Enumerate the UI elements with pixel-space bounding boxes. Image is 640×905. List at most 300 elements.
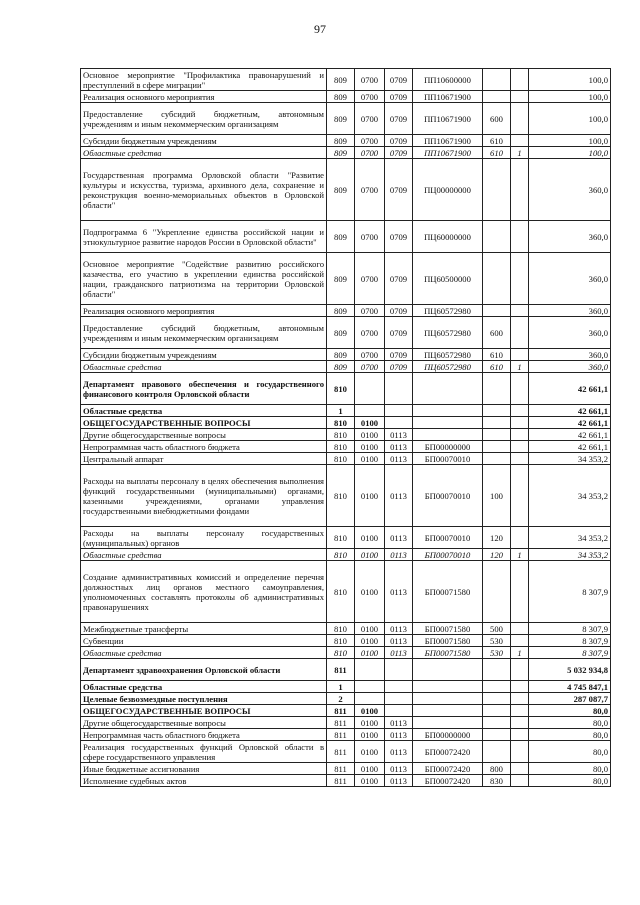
row-name: Расходы на выплаты персоналу в целях обеспечения выполнения функций государственными (муниципальными) органами, казенными учреждениями, органами управления государственными внебюджетными фондами xyxy=(81,465,327,527)
row-expense-type: 120 xyxy=(483,527,511,549)
row-name: Другие общегосударственные вопросы xyxy=(81,429,327,441)
row-section-code: 0100 xyxy=(355,527,385,549)
row-name: Департамент правового обеспечения и государственного финансового контроля Орловской области xyxy=(81,373,327,405)
row-ved-code: 810 xyxy=(327,465,355,527)
row-target-code: БП00072420 xyxy=(413,741,483,763)
row-ved-code: 809 xyxy=(327,103,355,135)
row-section-code: 0100 xyxy=(355,465,385,527)
row-subsection-code: 0113 xyxy=(385,441,413,453)
row-ved-code: 809 xyxy=(327,91,355,103)
row-name: Целевые безвозмездные поступления xyxy=(81,693,327,705)
row-section-code: 0100 xyxy=(355,623,385,635)
row-target-code xyxy=(413,681,483,693)
row-target-code xyxy=(413,717,483,729)
row-expense-type xyxy=(483,69,511,91)
row-target-code: ПЦ60572980 xyxy=(413,317,483,349)
row-name: Межбюджетные трансферты xyxy=(81,623,327,635)
row-name: Основное мероприятие "Профилактика правонарушений и преступлений в сфере миграции" xyxy=(81,69,327,91)
row-expense-type xyxy=(483,305,511,317)
row-subsection-code: 0113 xyxy=(385,465,413,527)
row-section-code: 0100 xyxy=(355,429,385,441)
row-name: Предоставление субсидий бюджетным, автономным учреждениям и иным некоммерческим организациям xyxy=(81,317,327,349)
row-amount: 8 307,9 xyxy=(529,561,611,623)
row-ved-code: 810 xyxy=(327,429,355,441)
row-source-code xyxy=(511,317,529,349)
row-expense-type xyxy=(483,681,511,693)
row-section-code: 0700 xyxy=(355,103,385,135)
row-ved-code: 2 xyxy=(327,693,355,705)
row-expense-type: 530 xyxy=(483,647,511,659)
row-section-code: 0100 xyxy=(355,763,385,775)
row-expense-type xyxy=(483,729,511,741)
row-target-code: ПЦ60500000 xyxy=(413,253,483,305)
row-source-code xyxy=(511,741,529,763)
row-target-code xyxy=(413,405,483,417)
row-ved-code: 809 xyxy=(327,305,355,317)
row-expense-type xyxy=(483,561,511,623)
table-row xyxy=(81,349,611,361)
row-target-code: БП00000000 xyxy=(413,441,483,453)
row-target-code: БП00071580 xyxy=(413,623,483,635)
row-section-code: 0100 xyxy=(355,453,385,465)
row-source-code xyxy=(511,253,529,305)
row-subsection-code: 0113 xyxy=(385,549,413,561)
row-source-code: 1 xyxy=(511,647,529,659)
row-section-code: 0100 xyxy=(355,741,385,763)
table-row xyxy=(81,405,611,417)
row-target-code: БП00071580 xyxy=(413,635,483,647)
row-ved-code: 809 xyxy=(327,221,355,253)
row-name: Реализация основного мероприятия xyxy=(81,305,327,317)
row-target-code: ПЦ00000000 xyxy=(413,159,483,221)
budget-table xyxy=(80,68,611,787)
page-number: 97 xyxy=(314,22,326,36)
row-ved-code: 809 xyxy=(327,317,355,349)
row-subsection-code: 0709 xyxy=(385,317,413,349)
row-amount: 100,0 xyxy=(529,91,611,103)
row-target-code: ПП10671900 xyxy=(413,147,483,159)
row-ved-code: 811 xyxy=(327,741,355,763)
row-ved-code: 811 xyxy=(327,763,355,775)
row-expense-type xyxy=(483,373,511,405)
row-source-code xyxy=(511,717,529,729)
row-target-code: БП00072420 xyxy=(413,763,483,775)
row-subsection-code: 0113 xyxy=(385,623,413,635)
row-subsection-code xyxy=(385,373,413,405)
row-amount: 8 307,9 xyxy=(529,647,611,659)
row-section-code: 0100 xyxy=(355,635,385,647)
row-subsection-code xyxy=(385,681,413,693)
row-expense-type xyxy=(483,441,511,453)
table-row xyxy=(81,69,611,91)
row-amount: 80,0 xyxy=(529,717,611,729)
row-amount: 360,0 xyxy=(529,253,611,305)
row-expense-type: 610 xyxy=(483,349,511,361)
table-row xyxy=(81,527,611,549)
row-expense-type xyxy=(483,659,511,681)
row-expense-type: 120 xyxy=(483,549,511,561)
row-name: Реализация государственных функций Орловской области в сфере государственного управления xyxy=(81,741,327,763)
row-name: Субсидии бюджетным учреждениям xyxy=(81,135,327,147)
row-subsection-code: 0113 xyxy=(385,717,413,729)
row-subsection-code xyxy=(385,693,413,705)
row-amount: 42 661,1 xyxy=(529,417,611,429)
row-amount: 80,0 xyxy=(529,741,611,763)
table-row xyxy=(81,693,611,705)
row-target-code: ПЦ60572980 xyxy=(413,349,483,361)
row-expense-type: 800 xyxy=(483,763,511,775)
row-ved-code: 1 xyxy=(327,405,355,417)
row-name: Другие общегосударственные вопросы xyxy=(81,717,327,729)
row-expense-type xyxy=(483,159,511,221)
row-target-code: БП00071580 xyxy=(413,561,483,623)
row-target-code: ПЦ60000000 xyxy=(413,221,483,253)
table-row xyxy=(81,441,611,453)
row-source-code xyxy=(511,417,529,429)
row-target-code: ПП10671900 xyxy=(413,91,483,103)
table-row xyxy=(81,659,611,681)
row-source-code xyxy=(511,159,529,221)
row-amount: 34 353,2 xyxy=(529,527,611,549)
table-row xyxy=(81,681,611,693)
row-name: ОБЩЕГОСУДАРСТВЕННЫЕ ВОПРОСЫ xyxy=(81,705,327,717)
row-section-code: 0100 xyxy=(355,417,385,429)
row-source-code xyxy=(511,527,529,549)
row-target-code: БП00070010 xyxy=(413,549,483,561)
row-section-code: 0700 xyxy=(355,221,385,253)
row-source-code: 1 xyxy=(511,549,529,561)
row-subsection-code: 0113 xyxy=(385,453,413,465)
table-row xyxy=(81,373,611,405)
row-target-code: ПП10671900 xyxy=(413,103,483,135)
table-row xyxy=(81,147,611,159)
row-source-code: 1 xyxy=(511,147,529,159)
table-row xyxy=(81,453,611,465)
row-ved-code: 810 xyxy=(327,647,355,659)
row-name: Областные средства xyxy=(81,549,327,561)
row-ved-code: 810 xyxy=(327,417,355,429)
row-ved-code: 811 xyxy=(327,729,355,741)
row-ved-code: 809 xyxy=(327,147,355,159)
row-subsection-code: 0113 xyxy=(385,429,413,441)
table-row xyxy=(81,253,611,305)
row-ved-code: 810 xyxy=(327,441,355,453)
row-source-code xyxy=(511,441,529,453)
row-subsection-code: 0113 xyxy=(385,741,413,763)
table-row xyxy=(81,561,611,623)
row-target-code: ПП10600000 xyxy=(413,69,483,91)
row-subsection-code: 0709 xyxy=(385,349,413,361)
row-source-code xyxy=(511,763,529,775)
row-amount: 80,0 xyxy=(529,705,611,717)
row-target-code xyxy=(413,693,483,705)
row-name: ОБЩЕГОСУДАРСТВЕННЫЕ ВОПРОСЫ xyxy=(81,417,327,429)
row-ved-code: 809 xyxy=(327,69,355,91)
row-amount: 5 032 934,8 xyxy=(529,659,611,681)
row-section-code: 0100 xyxy=(355,647,385,659)
table-row xyxy=(81,429,611,441)
row-subsection-code: 0709 xyxy=(385,305,413,317)
row-section-code xyxy=(355,405,385,417)
row-target-code: БП00071580 xyxy=(413,647,483,659)
row-expense-type: 530 xyxy=(483,635,511,647)
row-ved-code: 809 xyxy=(327,349,355,361)
table-row xyxy=(81,635,611,647)
row-subsection-code: 0709 xyxy=(385,91,413,103)
row-ved-code: 810 xyxy=(327,635,355,647)
row-name: Реализация основного мероприятия xyxy=(81,91,327,103)
row-name: Государственная программа Орловской области "Развитие культуры и искусства, туризма, архивного дела, сохранение и реконструкция военно-мемориальных объектов в Орловской области" xyxy=(81,159,327,221)
row-section-code: 0700 xyxy=(355,159,385,221)
table-row xyxy=(81,775,611,787)
row-amount: 360,0 xyxy=(529,317,611,349)
row-expense-type xyxy=(483,693,511,705)
row-source-code xyxy=(511,635,529,647)
row-section-code: 0100 xyxy=(355,561,385,623)
row-expense-type xyxy=(483,405,511,417)
row-amount: 8 307,9 xyxy=(529,635,611,647)
row-ved-code: 810 xyxy=(327,527,355,549)
row-expense-type xyxy=(483,91,511,103)
row-source-code xyxy=(511,221,529,253)
table-row xyxy=(81,361,611,373)
row-section-code: 0700 xyxy=(355,135,385,147)
row-expense-type: 610 xyxy=(483,135,511,147)
row-amount: 287 087,7 xyxy=(529,693,611,705)
row-source-code xyxy=(511,705,529,717)
row-section-code: 0100 xyxy=(355,717,385,729)
row-amount: 42 661,1 xyxy=(529,405,611,417)
row-section-code xyxy=(355,681,385,693)
row-amount: 4 745 847,1 xyxy=(529,681,611,693)
row-subsection-code: 0709 xyxy=(385,361,413,373)
row-expense-type xyxy=(483,221,511,253)
row-expense-type xyxy=(483,717,511,729)
row-source-code xyxy=(511,561,529,623)
row-name: Иные бюджетные ассигнования xyxy=(81,763,327,775)
row-ved-code: 811 xyxy=(327,775,355,787)
row-subsection-code: 0113 xyxy=(385,635,413,647)
row-amount: 360,0 xyxy=(529,361,611,373)
row-ved-code: 809 xyxy=(327,159,355,221)
row-subsection-code: 0709 xyxy=(385,103,413,135)
table-row xyxy=(81,623,611,635)
row-amount: 42 661,1 xyxy=(529,373,611,405)
row-source-code xyxy=(511,405,529,417)
row-name: Областные средства xyxy=(81,361,327,373)
row-source-code xyxy=(511,429,529,441)
row-target-code xyxy=(413,659,483,681)
row-section-code: 0100 xyxy=(355,705,385,717)
row-expense-type xyxy=(483,417,511,429)
row-expense-type xyxy=(483,429,511,441)
row-name: Департамент здравоохранения Орловской области xyxy=(81,659,327,681)
row-expense-type: 830 xyxy=(483,775,511,787)
row-name: Расходы на выплаты персоналу государственных (муниципальных) органов xyxy=(81,527,327,549)
row-subsection-code: 0709 xyxy=(385,69,413,91)
table-row xyxy=(81,103,611,135)
row-section-code: 0100 xyxy=(355,729,385,741)
row-target-code: ПЦ60572980 xyxy=(413,361,483,373)
row-ved-code: 810 xyxy=(327,623,355,635)
row-section-code: 0700 xyxy=(355,361,385,373)
row-amount: 360,0 xyxy=(529,305,611,317)
row-subsection-code: 0113 xyxy=(385,647,413,659)
row-source-code xyxy=(511,135,529,147)
row-ved-code: 811 xyxy=(327,717,355,729)
row-amount: 100,0 xyxy=(529,103,611,135)
row-section-code: 0700 xyxy=(355,305,385,317)
row-ved-code: 810 xyxy=(327,561,355,623)
table-row xyxy=(81,221,611,253)
row-subsection-code: 0709 xyxy=(385,135,413,147)
row-section-code xyxy=(355,659,385,681)
row-section-code: 0100 xyxy=(355,549,385,561)
row-expense-type: 600 xyxy=(483,317,511,349)
row-name: Создание административных комиссий и определение перечня должностных лиц органов местного самоуправления, уполномоченных составлять протоколы об административных правонарушениях xyxy=(81,561,327,623)
row-amount: 80,0 xyxy=(529,775,611,787)
table-row xyxy=(81,549,611,561)
row-amount: 80,0 xyxy=(529,763,611,775)
table-row xyxy=(81,763,611,775)
row-ved-code: 810 xyxy=(327,453,355,465)
row-source-code xyxy=(511,373,529,405)
row-target-code xyxy=(413,429,483,441)
row-name: Субвенции xyxy=(81,635,327,647)
row-name: Областные средства xyxy=(81,647,327,659)
row-section-code: 0700 xyxy=(355,91,385,103)
table-row xyxy=(81,741,611,763)
row-amount: 34 353,2 xyxy=(529,549,611,561)
table-row xyxy=(81,729,611,741)
row-amount: 8 307,9 xyxy=(529,623,611,635)
table-row xyxy=(81,705,611,717)
row-section-code: 0700 xyxy=(355,147,385,159)
row-subsection-code: 0709 xyxy=(385,221,413,253)
row-name: Областные средства xyxy=(81,681,327,693)
row-ved-code: 809 xyxy=(327,135,355,147)
row-source-code xyxy=(511,623,529,635)
row-amount: 100,0 xyxy=(529,69,611,91)
row-name: Подпрограмма 6 "Укрепление единства российской нации и этнокультурное развитие народов России в Орловской области" xyxy=(81,221,327,253)
row-amount: 360,0 xyxy=(529,159,611,221)
row-expense-type xyxy=(483,705,511,717)
row-amount: 100,0 xyxy=(529,147,611,159)
row-subsection-code: 0113 xyxy=(385,763,413,775)
row-source-code xyxy=(511,453,529,465)
row-subsection-code: 0113 xyxy=(385,527,413,549)
row-source-code xyxy=(511,69,529,91)
row-subsection-code xyxy=(385,405,413,417)
row-target-code: БП00072420 xyxy=(413,775,483,787)
row-ved-code: 811 xyxy=(327,705,355,717)
row-ved-code: 809 xyxy=(327,253,355,305)
row-name: Непрограммная часть областного бюджета xyxy=(81,441,327,453)
row-section-code: 0700 xyxy=(355,349,385,361)
row-source-code xyxy=(511,681,529,693)
row-subsection-code xyxy=(385,659,413,681)
row-expense-type xyxy=(483,741,511,763)
table-row xyxy=(81,159,611,221)
row-amount: 34 353,2 xyxy=(529,453,611,465)
row-amount: 34 353,2 xyxy=(529,465,611,527)
row-expense-type xyxy=(483,453,511,465)
row-expense-type xyxy=(483,253,511,305)
row-ved-code: 1 xyxy=(327,681,355,693)
row-target-code: ПП10671900 xyxy=(413,135,483,147)
table-row xyxy=(81,717,611,729)
row-target-code xyxy=(413,417,483,429)
row-source-code xyxy=(511,305,529,317)
row-ved-code: 810 xyxy=(327,373,355,405)
row-target-code xyxy=(413,705,483,717)
row-subsection-code: 0113 xyxy=(385,775,413,787)
row-subsection-code xyxy=(385,705,413,717)
row-source-code xyxy=(511,465,529,527)
row-ved-code: 809 xyxy=(327,361,355,373)
table-row xyxy=(81,91,611,103)
row-amount: 80,0 xyxy=(529,729,611,741)
row-target-code: БП00070010 xyxy=(413,465,483,527)
row-amount: 360,0 xyxy=(529,221,611,253)
row-source-code xyxy=(511,693,529,705)
row-section-code: 0100 xyxy=(355,775,385,787)
row-subsection-code: 0709 xyxy=(385,253,413,305)
row-section-code xyxy=(355,693,385,705)
row-target-code: БП00070010 xyxy=(413,453,483,465)
row-amount: 42 661,1 xyxy=(529,441,611,453)
row-target-code: БП00000000 xyxy=(413,729,483,741)
row-target-code: ПЦ60572980 xyxy=(413,305,483,317)
row-name: Непрограммная часть областного бюджета xyxy=(81,729,327,741)
row-name: Исполнение судебных актов xyxy=(81,775,327,787)
table-row xyxy=(81,417,611,429)
row-name: Субсидии бюджетным учреждениям xyxy=(81,349,327,361)
table-row xyxy=(81,317,611,349)
row-subsection-code: 0709 xyxy=(385,147,413,159)
row-source-code xyxy=(511,91,529,103)
row-source-code xyxy=(511,659,529,681)
row-name: Областные средства xyxy=(81,147,327,159)
row-section-code xyxy=(355,373,385,405)
row-name: Предоставление субсидий бюджетным, автономным учреждениям и иным некоммерческим организациям xyxy=(81,103,327,135)
row-amount: 42 661,1 xyxy=(529,429,611,441)
row-expense-type: 600 xyxy=(483,103,511,135)
row-source-code xyxy=(511,103,529,135)
row-section-code: 0700 xyxy=(355,253,385,305)
row-expense-type: 610 xyxy=(483,361,511,373)
row-expense-type: 100 xyxy=(483,465,511,527)
row-source-code xyxy=(511,775,529,787)
row-section-code: 0100 xyxy=(355,441,385,453)
table-row xyxy=(81,135,611,147)
row-section-code: 0700 xyxy=(355,317,385,349)
row-source-code xyxy=(511,729,529,741)
row-target-code xyxy=(413,373,483,405)
row-target-code: БП00070010 xyxy=(413,527,483,549)
row-subsection-code: 0113 xyxy=(385,729,413,741)
table-row xyxy=(81,305,611,317)
row-name: Основное мероприятие "Содействие развитию российского казачества, его участию в укреплении единства российской нации, гражданского патриотизма на территории Орловской области" xyxy=(81,253,327,305)
row-section-code: 0700 xyxy=(355,69,385,91)
row-amount: 360,0 xyxy=(529,349,611,361)
row-ved-code: 811 xyxy=(327,659,355,681)
row-name: Центральный аппарат xyxy=(81,453,327,465)
row-amount: 100,0 xyxy=(529,135,611,147)
row-name: Областные средства xyxy=(81,405,327,417)
row-expense-type: 500 xyxy=(483,623,511,635)
table-row xyxy=(81,647,611,659)
